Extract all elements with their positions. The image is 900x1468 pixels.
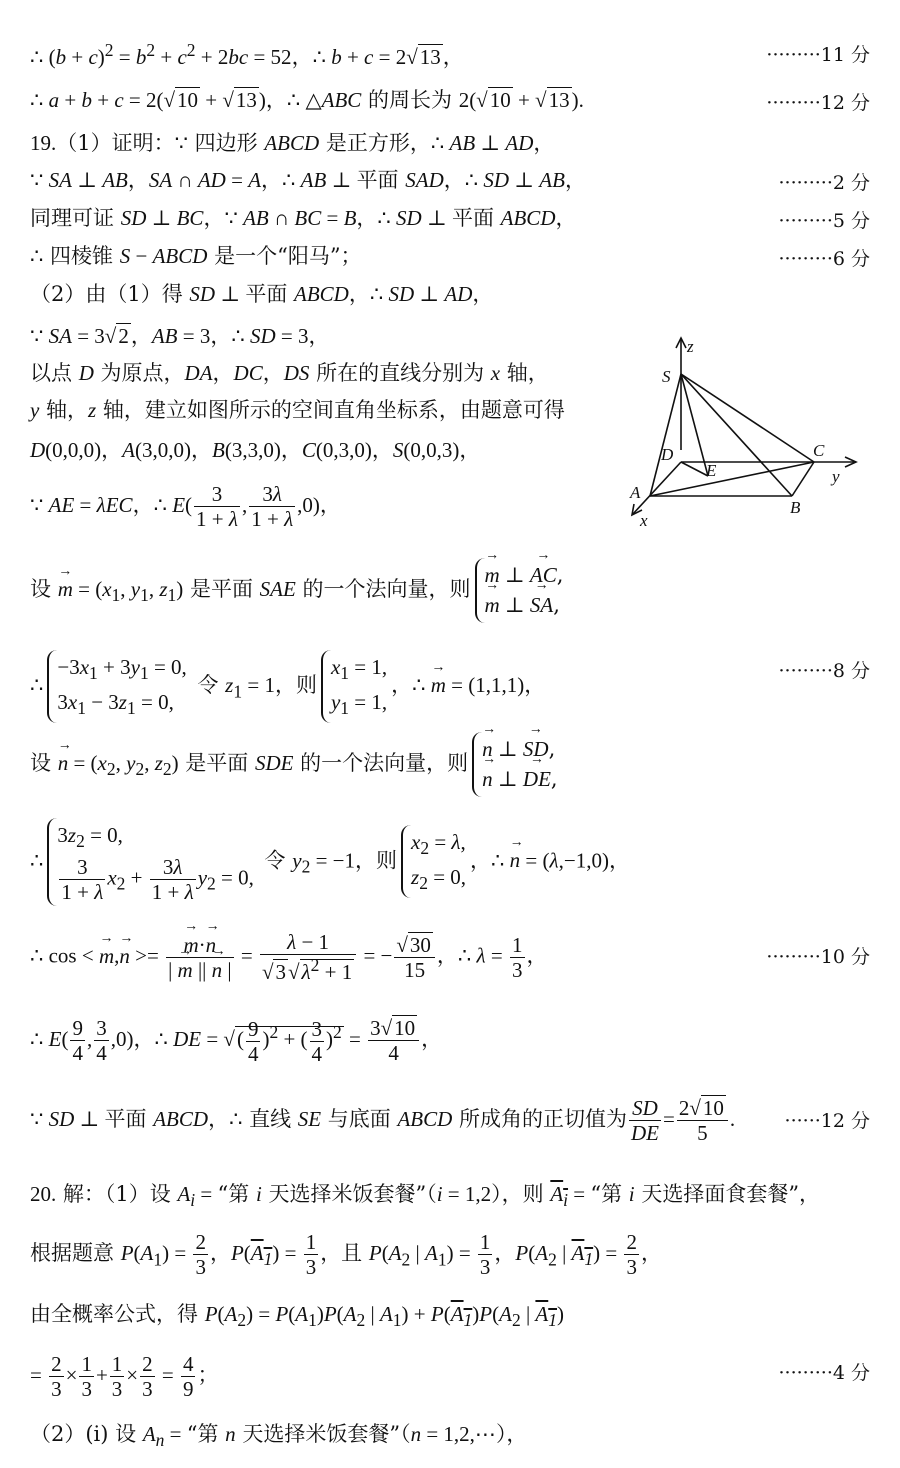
solution-line: ∵ SA = 3√2，AB = 3，∴ SD = 3， bbox=[30, 324, 330, 348]
label-B: B bbox=[790, 498, 801, 517]
score-mark: ·········10 分 bbox=[766, 946, 870, 968]
solution-line: = $\frac{2}{3}$ × $\frac{1}{3}$ + $\frac{1}{3}$ × $\frac{2}{3}$ = $\frac{4}{9}$ ； bbox=[30, 1352, 219, 1402]
solution-line: ∴ a + b + c = 2(√10 + √13)，∴ △ABC 的周长为 2(√10 + √13). bbox=[30, 88, 584, 112]
solution-line: 由全概率公式，得 $P(A_2) = P(A_1)P(A_2$ | $A_1) + P(A_1)P(A_2$ | $A_1$) bbox=[30, 1302, 564, 1331]
solution-line: ∴ 四棱锥 S − ABCD 是一个“阳马”； bbox=[30, 244, 362, 268]
solution-line: 设 → $n = (x_2$, $y_2$, $z_2$) 是平面 SDE 的一个法向量，则 → n ⊥ → SD, → n ⊥ → DE, bbox=[30, 732, 562, 797]
score-mark: ······12 分 bbox=[784, 1110, 870, 1132]
solution-line: 设 → $m = (x_1$, $y_1$, $z_1$) 是平面 SAE 的一个法向量，则 → m ⊥ → AC, → m ⊥ → SA, bbox=[30, 558, 567, 623]
score-mark: ·········12 分 bbox=[766, 92, 870, 114]
solution-line: ∵ SA ⊥ AB，SA ∩ AD = A，∴ AB ⊥ 平面 SAD，∴ SD ⊥ AB， bbox=[30, 168, 586, 192]
solution-line: （2）由（1）得 SD ⊥ 平面 ABCD，∴ SD ⊥ AD， bbox=[30, 282, 494, 306]
label-D: D bbox=[661, 445, 674, 464]
solution-line: 19.（1）证明：∵ 四边形 ABCD 是正方形，∴ AB ⊥ AD， bbox=[30, 131, 555, 155]
edge-BC bbox=[792, 462, 814, 496]
diagonal-AC bbox=[650, 462, 814, 496]
label-z: z bbox=[687, 337, 694, 356]
label-C: C bbox=[813, 441, 825, 460]
label-y: y bbox=[832, 467, 840, 486]
score-mark: ·········6 分 bbox=[778, 248, 870, 270]
solution-line: （2）(i) 设 $A_n$ = “第 n 天选择米饭套餐”（n = 1,2,⋯）， bbox=[30, 1422, 528, 1451]
segment-DE bbox=[681, 462, 708, 476]
label-E: E bbox=[706, 461, 717, 480]
solution-line: y 轴，z 轴，建立如图所示的空间直角坐标系，由题意可得 bbox=[30, 398, 565, 422]
solution-line: ∴ $-3x_1 + 3y_1 = 0$, $3x_1 - 3z_1 = 0$, 令 $z_1 = 1$，则 $x_1 = 1$, $y_1 = 1$, ，∴ → m = (1,1,1)， bbox=[30, 650, 545, 723]
solution-line: ∴ E( $\frac{9}{4}$ , $\frac{3}{4}$ ,0)，∴ DE = √( $\frac{9}{4}$ )$^2$ + ( $\frac{3}{4}$ )$^2$ = $\frac{3√10}{4}$ ， bbox=[30, 1016, 443, 1066]
solution-line: ∴ $(b + c)^2 = b^2 + c^2 + 2bc = 52$，∴ b + c = 2√13， bbox=[30, 40, 464, 69]
score-mark: ·········5 分 bbox=[778, 210, 870, 232]
solution-line: 同理可证 SD ⊥ BC，∵ AB ∩ BC = B，∴ SD ⊥ 平面 ABCD， bbox=[30, 206, 577, 230]
score-mark: ·········8 分 bbox=[778, 660, 870, 682]
label-x: x bbox=[640, 511, 648, 530]
solution-line: ∴ $3z_2 = 0$, $\frac{3}{1 + \lambda}$ $x_2$ + $\frac{3\lambda}{1 + \lambda}$ $y_2 = 0$, 令 $y_2 = -1$，则 $x_2 = \lambda$, $z_2 = 0$, ，∴ → n = (λ,−1,0)， bbox=[30, 818, 630, 906]
solution-line: 20. 解：（1）设 $A_i$ = “第 i 天选择米饭套餐”（i = 1,2），则 $A_i$ = “第 i 天选择面食套餐”， bbox=[30, 1182, 821, 1211]
label-A: A bbox=[630, 483, 641, 502]
solution-line: ∵ SD ⊥ 平面 ABCD，∴ 直线 SE 与底面 ABCD 所成角的正切值为 $\frac{SD}{DE}$ = $\frac{2√10}{5}$ . bbox=[30, 1096, 736, 1146]
solution-line: ∴ cos < → m,→ n >= → $\frac{m\cdot\to n}{| \to m || \to n |}$ = $\frac{\lambda - 1}{√3√\lambda^2 + 1}$ = − $\frac{√30}{15}$ ，∴ λ = $\frac{1}{3}$ ， bbox=[30, 930, 548, 984]
label-S: S bbox=[662, 367, 671, 386]
solution-line: ∵ AE = λEC，∴ E( $\frac{3}{1 + \lambda}$ , $\frac{3\lambda}{1 + \lambda}$ ,0)， bbox=[30, 482, 341, 532]
score-mark: ·········2 分 bbox=[778, 172, 870, 194]
pyramid-figure bbox=[620, 330, 870, 530]
solution-line: 以点 D 为原点，DA，DC，DS 所在的直线分别为 x 轴， bbox=[30, 361, 549, 385]
solution-line: D(0,0,0)，A(3,0,0)，B(3,3,0)，C(0,3,0)，S(0,0,3)， bbox=[30, 438, 481, 462]
score-mark: ·········4 分 bbox=[778, 1362, 870, 1384]
score-mark: ·········11 分 bbox=[766, 44, 870, 66]
solution-line: 根据题意 $P(A_1)$ = $\frac{2}{3}$ ，$P(A_1)$ = $\frac{1}{3}$ ，且 $P(A_2$ | $A_1$) = $\frac{1}{3}$ ，$P(A_2$ | $A_1$) = $\frac{2}{3}$ ， bbox=[30, 1230, 662, 1280]
